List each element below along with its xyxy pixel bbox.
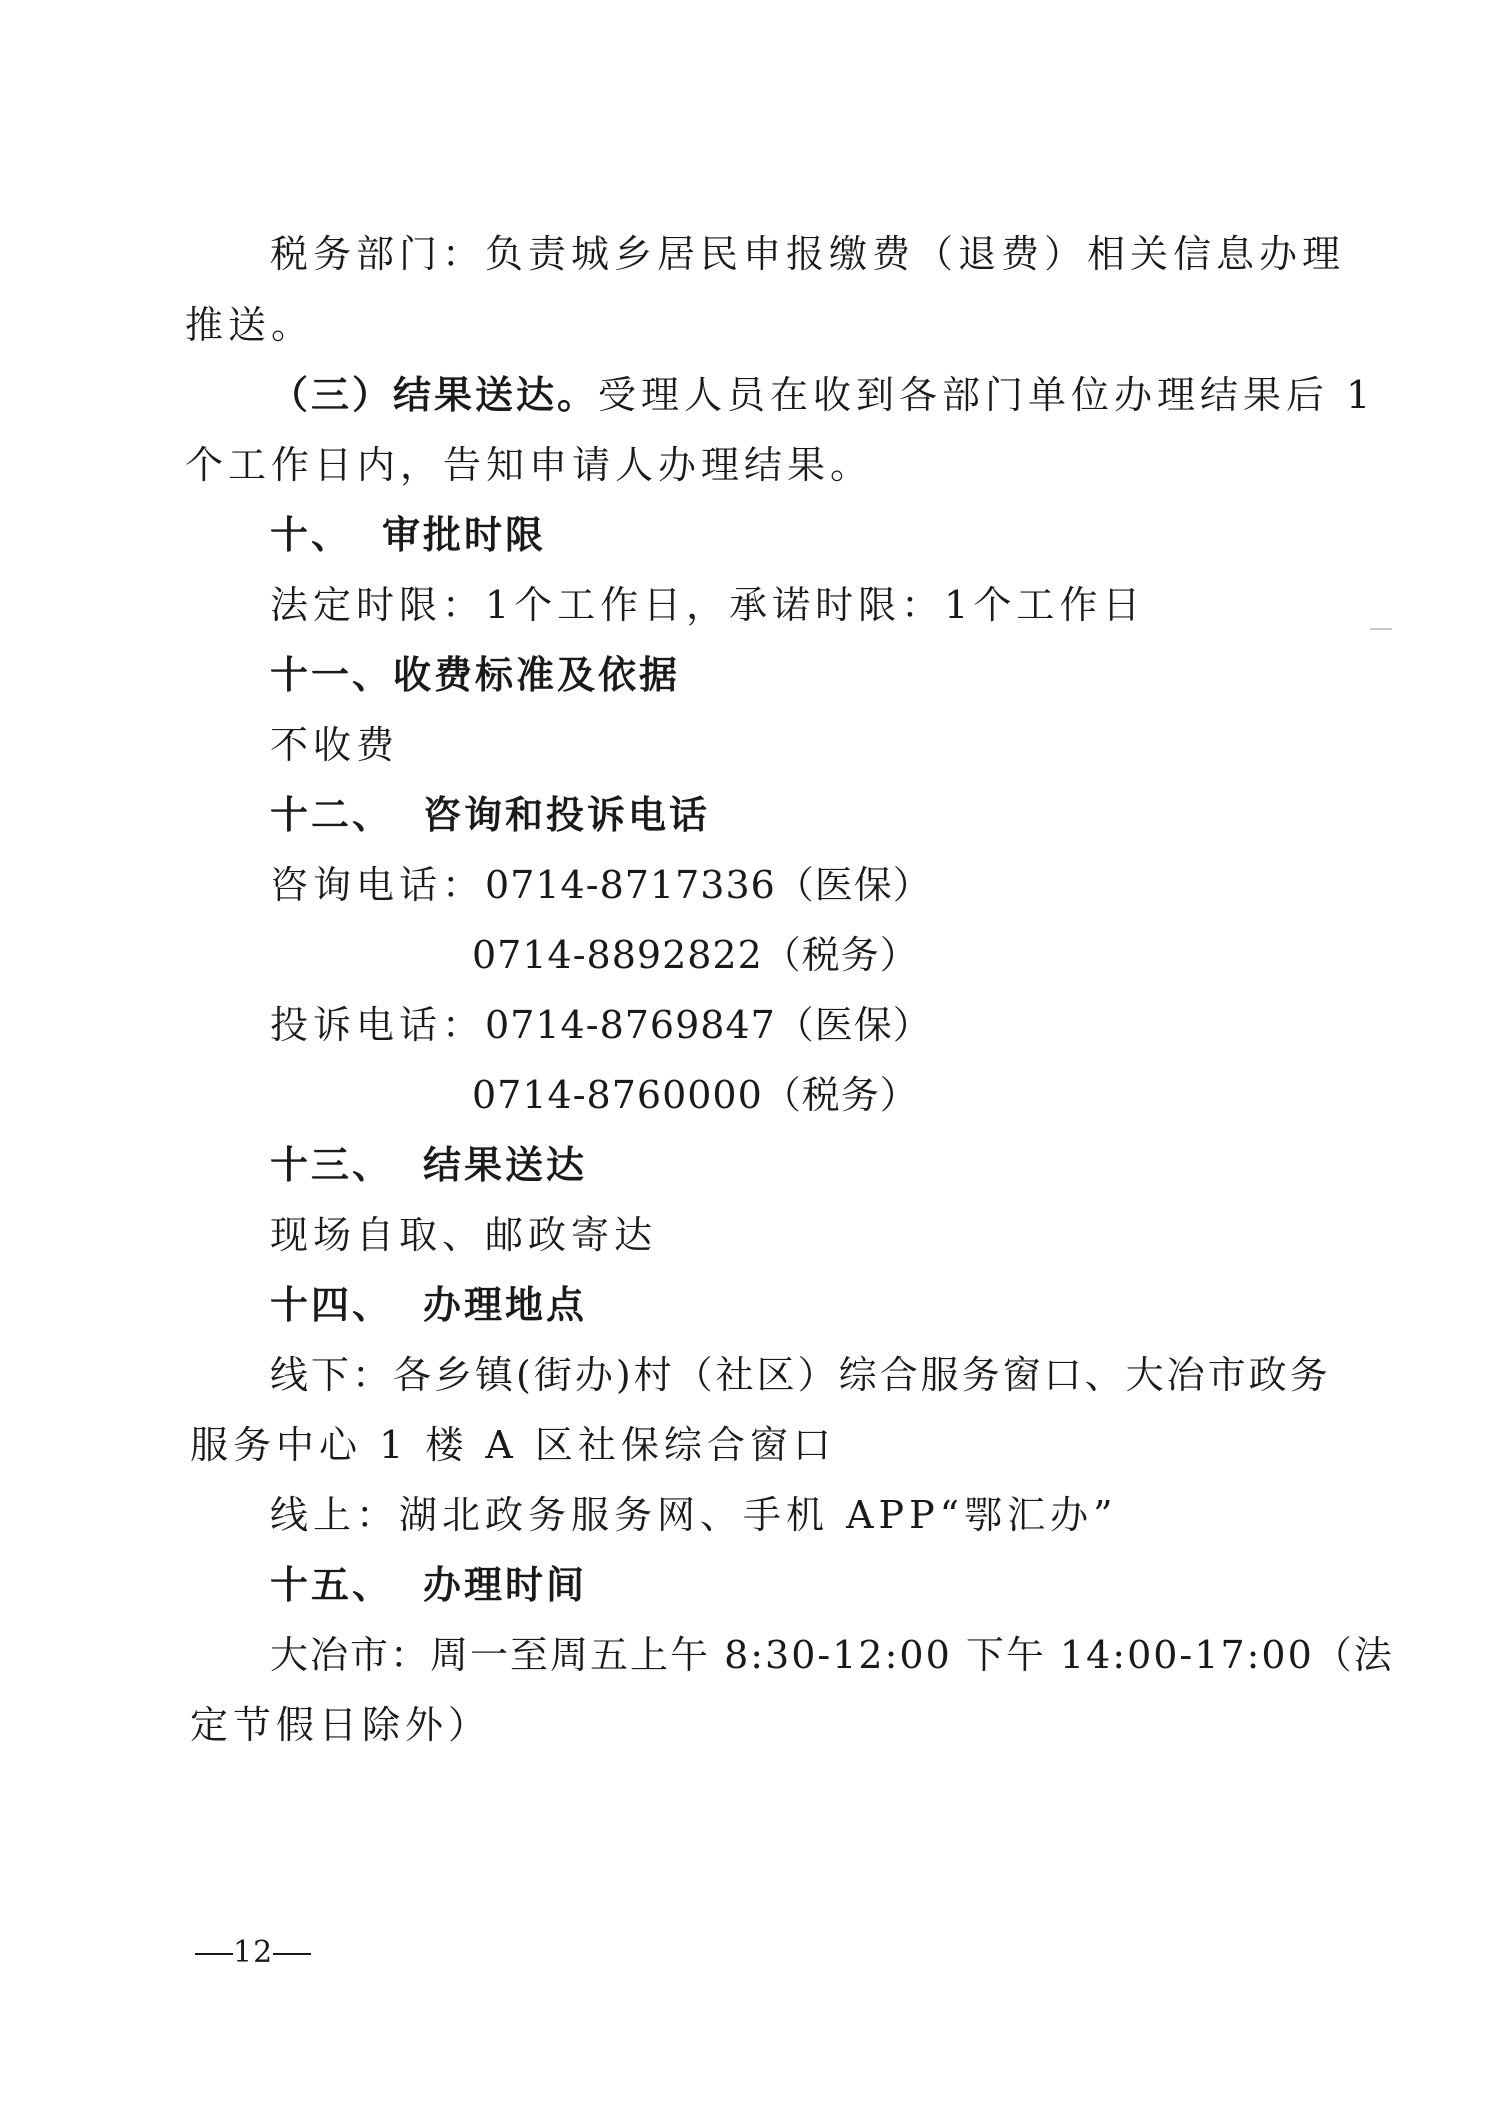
complaint-phone-1: 0714-8769847（医保） (485, 1003, 932, 1047)
section-13-content: 现场自取、邮政寄达 (270, 1213, 658, 1257)
offline-location-line1: 线下：各乡镇(街办)村（社区）综合服务窗口、大冶市政务 (270, 1353, 1331, 1397)
para2-bold-lead: （三）结果送达。 (270, 373, 599, 417)
section-11-heading: 十一、收费标准及依据 (270, 653, 681, 697)
para2-text: 受理人员在收到各部门单位办理结果后 1 (598, 373, 1376, 417)
section-14-heading (270, 1281, 587, 1329)
para1-line2: 推送。 (185, 303, 315, 347)
para1-line1: 税务部门：负责城乡居民申报缴费（退费）相关信息办理 (270, 232, 1346, 276)
section-10-heading (270, 511, 546, 559)
consult-phone-1: 0714-8717336（医保） (485, 863, 932, 907)
section-13-heading (270, 1141, 587, 1189)
section-10-number: 十、 (270, 513, 353, 557)
footer-dash-right (273, 1953, 311, 1955)
office-hours-line1: 大冶市：周一至周五上午 8:30-12:00 下午 14:00-17:00（法 (270, 1633, 1394, 1677)
section-10-title: 审批时限 (382, 513, 547, 557)
section-11-content: 不收费 (270, 723, 400, 767)
para2-line1 (270, 371, 1375, 419)
scan-speck (1370, 628, 1392, 630)
section-15-number: 十五、 (270, 1563, 394, 1607)
consult-phone-line1 (270, 861, 932, 909)
online-location: 线上：湖北政务服务网、手机 APP“鄂汇办” (270, 1493, 1118, 1537)
complaint-phone-2: 0714-8760000（税务） (472, 1073, 919, 1117)
section-12-number: 十二、 (270, 793, 394, 837)
office-hours-line2: 定节假日除外） (190, 1703, 492, 1747)
section-13-number: 十三、 (270, 1143, 394, 1187)
section-15-title: 办理时间 (423, 1563, 588, 1607)
consult-label: 咨询电话： (270, 863, 486, 907)
para2-line2: 个工作日内，告知申请人办理结果。 (185, 443, 874, 487)
section-10-content: 法定时限：1个工作日，承诺时限：1个工作日 (270, 583, 1146, 627)
section-14-number: 十四、 (270, 1283, 394, 1327)
complaint-phone-line1 (270, 1001, 932, 1049)
section-15-heading (270, 1561, 587, 1609)
section-12-title: 咨询和投诉电话 (423, 793, 711, 837)
page-number: 12 (233, 1935, 274, 1970)
footer-dash-left (195, 1953, 233, 1955)
section-13-title: 结果送达 (423, 1143, 588, 1187)
section-14-title: 办理地点 (423, 1283, 588, 1327)
consult-phone-2: 0714-8892822（税务） (472, 933, 919, 977)
page-number-footer (195, 1935, 311, 1971)
complaint-label: 投诉电话： (270, 1003, 486, 1047)
offline-location-line2: 服务中心 1 楼 A 区社保综合窗口 (190, 1423, 836, 1467)
section-12-heading (270, 791, 710, 839)
